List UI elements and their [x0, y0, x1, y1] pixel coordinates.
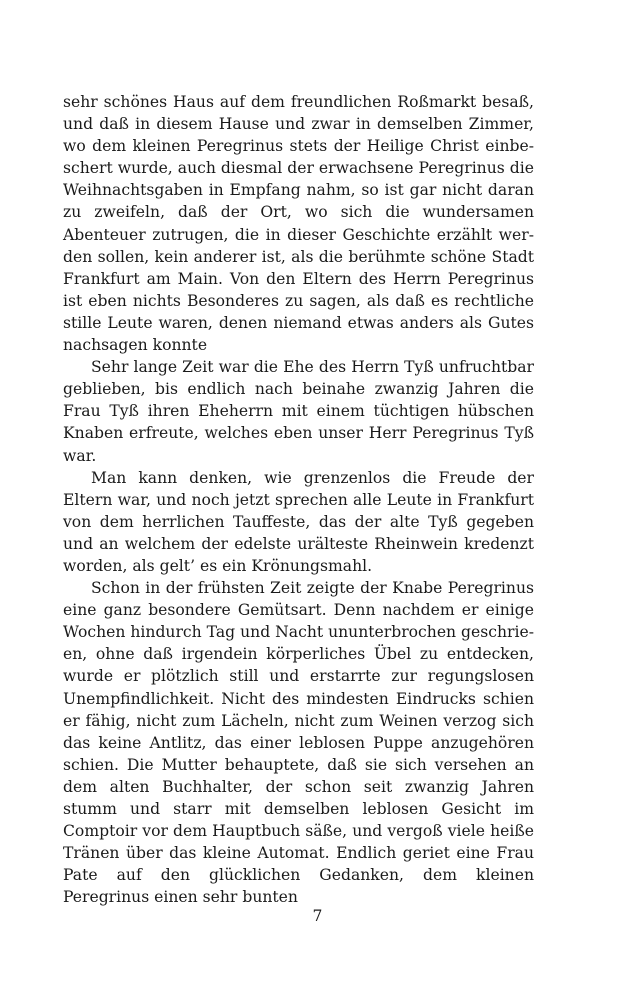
book-page-text	[63, 91, 534, 908]
paragraph-2: Sehr lange Zeit war die Ehe des Herrn Tyß unfruchtbar geblieben, bis endlich nach beinahe zwanzig Jahren die Frau Tyß ihren Eheherrn mit einem tüchtigen hübschen Knaben erfreute, welches eben unser Herr Peregrinus Tyß war.	[63, 358, 534, 465]
paragraph-3: Man kann denken, wie grenzenlos die Freude der Eltern war, und noch jetzt sprechen alle Leute in Frankfurt von dem herrlichen Tauffeste, das der alte Tyß gegeben und an welchem der edelste urälteste Rheinwein kredenzt worden, als gelt’ es ein Krönungsmahl.	[63, 468, 534, 575]
paragraph-4: Schon in der frühsten Zeit zeigte der Knabe Peregrinus eine ganz besondere Gemütsart. Denn nachdem er einige Wochen hindurch Tag und Nacht ununterbrochen geschrieen, ohne daß irgendein körperliches Übel zu entdecken, wurde er plötzlich still und erstarrte zur regungslosen Unempfindlichkeit. Nicht des mindesten Eindrucks schien er fähig, nicht zum Lächeln, nicht zum Weinen verzog sich das keine Antlitz, das einer leblosen Puppe anzugehören schien. Die Mutter behauptete, daß sie sich versehen an dem alten Buchhalter, der schon seit zwanzig Jahren stumm und starr mit demselben leblosen Gesicht im Comptoir vor dem Hauptbuch säße, und vergoß viele heiße Tränen über das kleine Automat. Endlich geriet eine Frau Pate auf den glücklichen Gedanken, dem kleinen Peregrinus einen sehr bunten	[63, 579, 534, 907]
paragraph-1: sehr schönes Haus auf dem freundlichen Roßmarkt besaß, und daß in diesem Hause und zwar in demselben Zimmer, wo dem kleinen Peregrinus stets der Heilige Christ einbeschert wurde, auch diesmal der erwachsene Peregrinus die Weihnachtsgaben in Empfang nahm, so ist gar nicht daran zu zweifeln, daß der Ort, wo sich die wundersamen Abenteuer zutrugen, die in dieser Geschichte erzählt werden sollen, kein anderer ist, als die berühmte schöne Stadt Frankfurt am Main. Von den Eltern des Herrn Peregrinus ist eben nichts Besonderes zu sagen, als daß es rechtliche stille Leute waren, denen niemand etwas anders als Gutes nachsagen konnte	[63, 93, 534, 355]
page-number: 7	[312, 907, 323, 925]
